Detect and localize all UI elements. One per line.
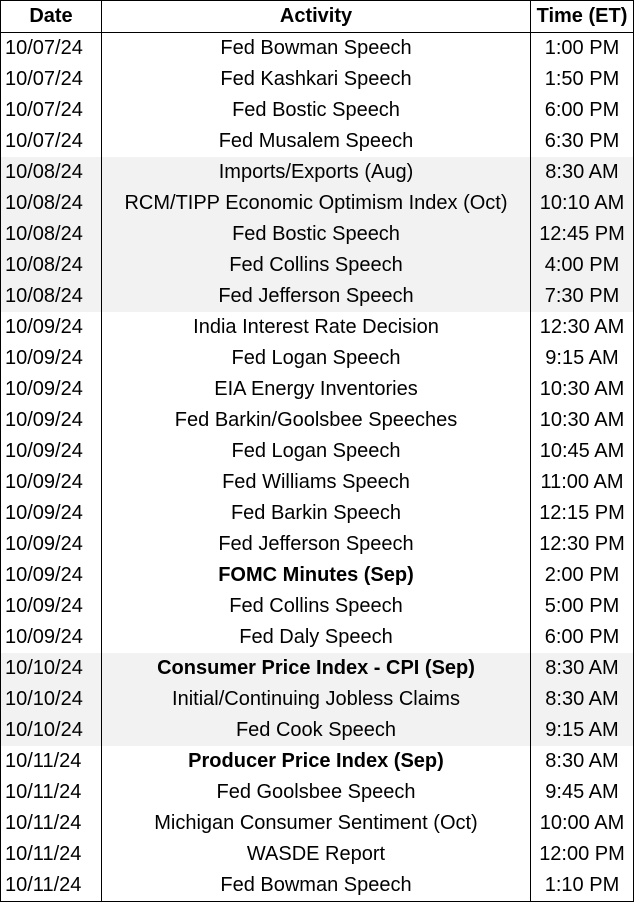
date-cell: 10/09/24 — [1, 436, 102, 467]
time-cell: 1:50 PM — [531, 64, 634, 95]
activity-cell: Fed Barkin Speech — [230, 502, 402, 524]
date-cell: 10/09/24 — [1, 622, 102, 653]
time-cell: 7:30 PM — [531, 281, 634, 312]
time-cell: 12:45 PM — [531, 219, 634, 250]
date-cell: 10/09/24 — [1, 405, 102, 436]
time-cell: 12:30 PM — [531, 529, 634, 560]
time-cell: 8:30 AM — [531, 746, 634, 777]
activity-cell: Fed Barkin/Goolsbee Speeches — [174, 409, 458, 431]
activity-cell: Fed Kashkari Speech — [220, 68, 412, 90]
date-cell: 10/09/24 — [1, 343, 102, 374]
time-cell: 12:00 PM — [531, 839, 634, 870]
table-row — [1, 343, 634, 374]
table-row — [1, 746, 634, 777]
table-row — [1, 312, 634, 343]
time-cell: 10:10 AM — [531, 188, 634, 219]
activity-cell: Producer Price Index (Sep) — [188, 750, 444, 772]
time-cell: 1:00 PM — [531, 33, 634, 65]
activity-cell: Fed Jefferson Speech — [218, 533, 414, 555]
date-cell: 10/07/24 — [1, 126, 102, 157]
date-cell: 10/07/24 — [1, 64, 102, 95]
activity-column-header: Activity — [102, 1, 531, 33]
table-row — [1, 529, 634, 560]
date-cell: 10/08/24 — [1, 157, 102, 188]
date-cell: 10/08/24 — [1, 219, 102, 250]
activity-cell: Fed Cook Speech — [102, 715, 531, 746]
table-row — [1, 591, 634, 622]
date-cell: 10/10/24 — [1, 715, 102, 746]
activity-cell: EIA Energy Inventories — [214, 378, 418, 400]
time-cell: 9:15 AM — [531, 343, 634, 374]
date-cell: 10/09/24 — [1, 312, 102, 343]
table-row — [1, 715, 634, 746]
activity-cell: Fed Daly Speech — [239, 626, 393, 648]
activity-cell: Initial/Continuing Jobless Claims — [102, 684, 531, 715]
activity-cell: Fed Bostic Speech — [232, 99, 400, 121]
time-cell: 6:30 PM — [531, 126, 634, 157]
time-cell: 10:30 AM — [531, 405, 634, 436]
time-cell: 10:45 AM — [531, 436, 634, 467]
table-row — [1, 188, 634, 219]
activity-cell: Michigan Consumer Sentiment (Oct) — [154, 812, 478, 834]
date-cell: 10/11/24 — [1, 839, 102, 870]
activity-cell: India Interest Rate Decision — [193, 316, 439, 338]
date-cell: 10/09/24 — [1, 498, 102, 529]
date-cell: 10/08/24 — [1, 250, 102, 281]
activity-cell: Fed Collins Speech — [229, 595, 403, 617]
activity-cell: Imports/Exports (Aug) — [102, 157, 531, 188]
activity-cell: FOMC Minutes (Sep) — [218, 564, 414, 586]
table-row — [1, 839, 634, 870]
date-cell: 10/08/24 — [1, 281, 102, 312]
activity-cell: Fed Bowman Speech — [220, 37, 412, 59]
table-row — [1, 219, 634, 250]
activity-cell: Fed Bowman Speech — [102, 870, 531, 902]
table-row — [1, 64, 634, 95]
table-row — [1, 250, 634, 281]
time-cell: 4:00 PM — [531, 250, 634, 281]
table-body — [1, 33, 634, 902]
table-row — [1, 560, 634, 591]
date-cell: 10/10/24 — [1, 653, 102, 684]
activity-cell: WASDE Report — [246, 843, 386, 865]
table-row — [1, 126, 634, 157]
activity-cell: RCM/TIPP Economic Optimism Index (Oct) — [102, 188, 531, 219]
time-cell: 9:15 AM — [531, 715, 634, 746]
time-cell: 6:00 PM — [531, 622, 634, 653]
date-column-header: Date — [1, 1, 102, 33]
table-row — [1, 436, 634, 467]
activity-cell: Fed Goolsbee Speech — [216, 781, 416, 803]
time-cell: 12:30 AM — [531, 312, 634, 343]
table-row — [1, 653, 634, 684]
time-cell: 11:00 AM — [531, 467, 634, 498]
date-cell: 10/08/24 — [1, 188, 102, 219]
date-cell: 10/09/24 — [1, 560, 102, 591]
time-cell: 2:00 PM — [531, 560, 634, 591]
table-row — [1, 405, 634, 436]
activity-cell: Fed Collins Speech — [102, 250, 531, 281]
date-cell: 10/09/24 — [1, 467, 102, 498]
activity-cell: Fed Williams Speech — [222, 471, 410, 493]
date-cell: 10/10/24 — [1, 684, 102, 715]
table-row — [1, 808, 634, 839]
time-cell: 8:30 AM — [531, 157, 634, 188]
date-cell: 10/11/24 — [1, 870, 102, 902]
table-row — [1, 33, 634, 65]
activity-cell: Fed Logan Speech — [231, 440, 401, 462]
header-row — [1, 1, 634, 33]
table-row — [1, 622, 634, 653]
activity-cell: Consumer Price Index - CPI (Sep) — [102, 653, 531, 684]
time-cell: 12:15 PM — [531, 498, 634, 529]
table-row — [1, 498, 634, 529]
activity-cell: Fed Jefferson Speech — [102, 281, 531, 312]
time-cell: 6:00 PM — [531, 95, 634, 126]
time-cell: 10:30 AM — [531, 374, 634, 405]
table-row — [1, 374, 634, 405]
time-cell: 8:30 AM — [531, 653, 634, 684]
time-cell: 1:10 PM — [531, 870, 634, 902]
date-cell: 10/11/24 — [1, 808, 102, 839]
date-cell: 10/09/24 — [1, 591, 102, 622]
activity-cell: Fed Musalem Speech — [218, 130, 414, 152]
time-column-header: Time (ET) — [531, 1, 634, 33]
time-cell: 8:30 AM — [531, 684, 634, 715]
time-cell: 5:00 PM — [531, 591, 634, 622]
date-cell: 10/09/24 — [1, 374, 102, 405]
date-cell: 10/07/24 — [1, 33, 102, 65]
activity-cell: Fed Logan Speech — [231, 347, 401, 369]
activity-cell: Fed Bostic Speech — [102, 219, 531, 250]
date-cell: 10/09/24 — [1, 529, 102, 560]
table-row — [1, 870, 634, 902]
date-cell: 10/07/24 — [1, 95, 102, 126]
date-cell: 10/11/24 — [1, 777, 102, 808]
time-cell: 9:45 AM — [531, 777, 634, 808]
table-row — [1, 467, 634, 498]
time-cell: 10:00 AM — [531, 808, 634, 839]
table-row — [1, 777, 634, 808]
table-row — [1, 684, 634, 715]
table-row — [1, 95, 634, 126]
table-row — [1, 281, 634, 312]
table-row — [1, 157, 634, 188]
date-cell: 10/11/24 — [1, 746, 102, 777]
